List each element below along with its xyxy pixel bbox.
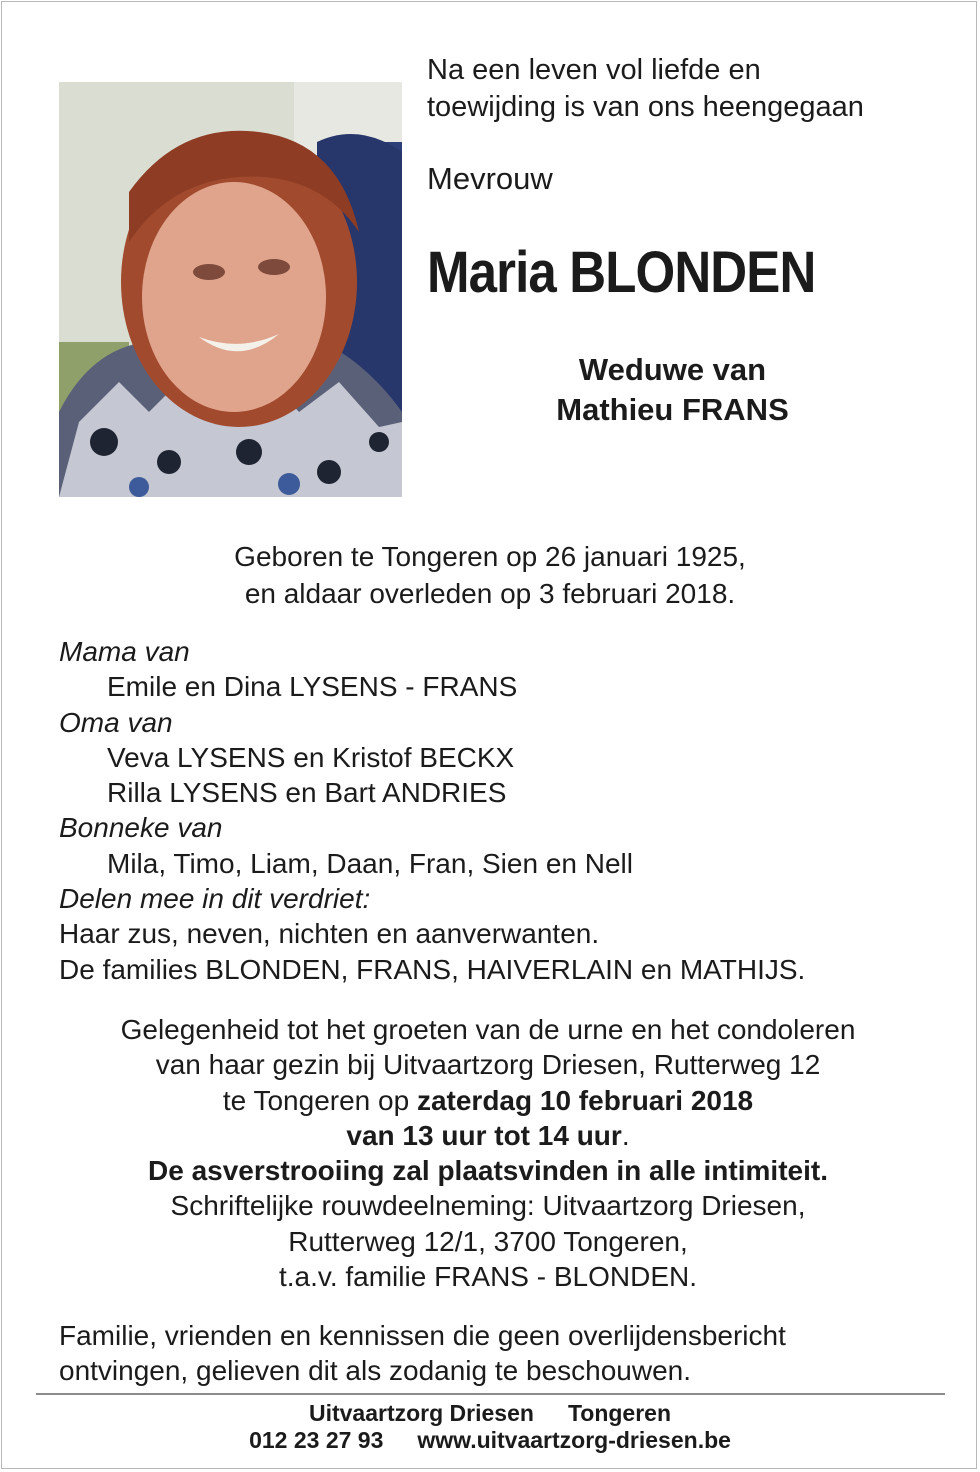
ceremony-line-7: Rutterweg 12/1, 3700 Tongeren,: [288, 1225, 688, 1257]
title-prefix: Mevrouw: [427, 161, 553, 196]
portrait-photo: [59, 82, 402, 497]
oma-label: Oma van: [59, 706, 173, 738]
share-label: Delen mee in dit verdriet:: [59, 883, 371, 915]
birth-line: Geboren te Tongeren op 26 januari 1925,: [234, 541, 746, 572]
ceremony-time-suffix: .: [621, 1119, 630, 1151]
mama-label: Mama van: [59, 636, 190, 667]
ceremony-line-1: Gelegenheid tot het groeten van de urne en het condoleren: [120, 1014, 856, 1045]
ceremony-place: te Tongeren op: [222, 1084, 417, 1116]
footer-line-1: [0, 1400, 980, 1427]
notice-line-2: ontvingen, gelieven dit als zodanig te beschouwen.: [59, 1355, 691, 1387]
notice-text: [59, 1318, 786, 1389]
widow-line-2: Mathieu FRANS: [556, 392, 789, 427]
widow-of: [500, 350, 845, 430]
ash-scattering-note: De asverstrooiing zal plaatsvinden in alle intimiteit.: [148, 1155, 828, 1187]
family-list: [59, 634, 805, 987]
oma-entry-1: Veva LYSENS en Kristof BECKX: [107, 741, 515, 773]
share-entry-1: Haar zus, neven, nichten en aanverwanten.: [59, 918, 600, 950]
footer-line-2: [0, 1427, 980, 1454]
footer-divider: [36, 1393, 945, 1395]
notice-line-1: Familie, vrienden en kennissen die geen overlijdensbericht: [59, 1320, 786, 1351]
intro-line-2: toewijding is van ons heengegaan: [427, 91, 864, 123]
funeral-home-website[interactable]: www.uitvaartzorg-driesen.be: [417, 1427, 731, 1453]
ceremony-time: van 13 uur tot 14 uur: [346, 1119, 622, 1151]
widow-line-1: Weduwe van: [578, 352, 767, 387]
footer: [0, 1400, 980, 1454]
funeral-home-city: Tongeren: [567, 1400, 672, 1426]
ceremony-line-3: [0, 1083, 976, 1118]
share-entry-2: De families BLONDEN, FRANS, HAIVERLAIN en MATHIJS.: [59, 953, 806, 985]
ceremony-line-2: van haar gezin bij Uitvaartzorg Driesen, Rutterweg 12: [155, 1049, 821, 1081]
funeral-home-name: Uitvaartzorg Driesen: [308, 1400, 534, 1426]
ceremony-info: [0, 1012, 976, 1294]
ceremony-line-4: [0, 1118, 976, 1153]
mama-entry: Emile en Dina LYSENS - FRANS: [107, 671, 518, 703]
intro-text: [427, 52, 864, 126]
funeral-home-phone: 012 23 27 93: [249, 1427, 384, 1453]
deceased-name: Maria BLONDEN: [427, 240, 816, 305]
bonneke-entry: Mila, Timo, Liam, Daan, Fran, Sien en Nell: [107, 847, 633, 879]
ceremony-line-6: Schriftelijke rouwdeelneming: Uitvaartzorg Driesen,: [170, 1190, 806, 1222]
bonneke-label: Bonneke van: [59, 812, 223, 844]
intro-line-1: Na een leven vol liefde en: [427, 54, 761, 86]
death-line: en aldaar overleden op 3 februari 2018.: [244, 578, 736, 609]
oma-entry-2: Rilla LYSENS en Bart ANDRIES: [107, 777, 507, 809]
birth-death-info: [0, 538, 980, 612]
ceremony-date: zaterdag 10 februari 2018: [416, 1084, 754, 1116]
ceremony-line-8: t.a.v. familie FRANS - BLONDEN.: [278, 1261, 697, 1293]
ceremony-line-5: [0, 1153, 976, 1188]
